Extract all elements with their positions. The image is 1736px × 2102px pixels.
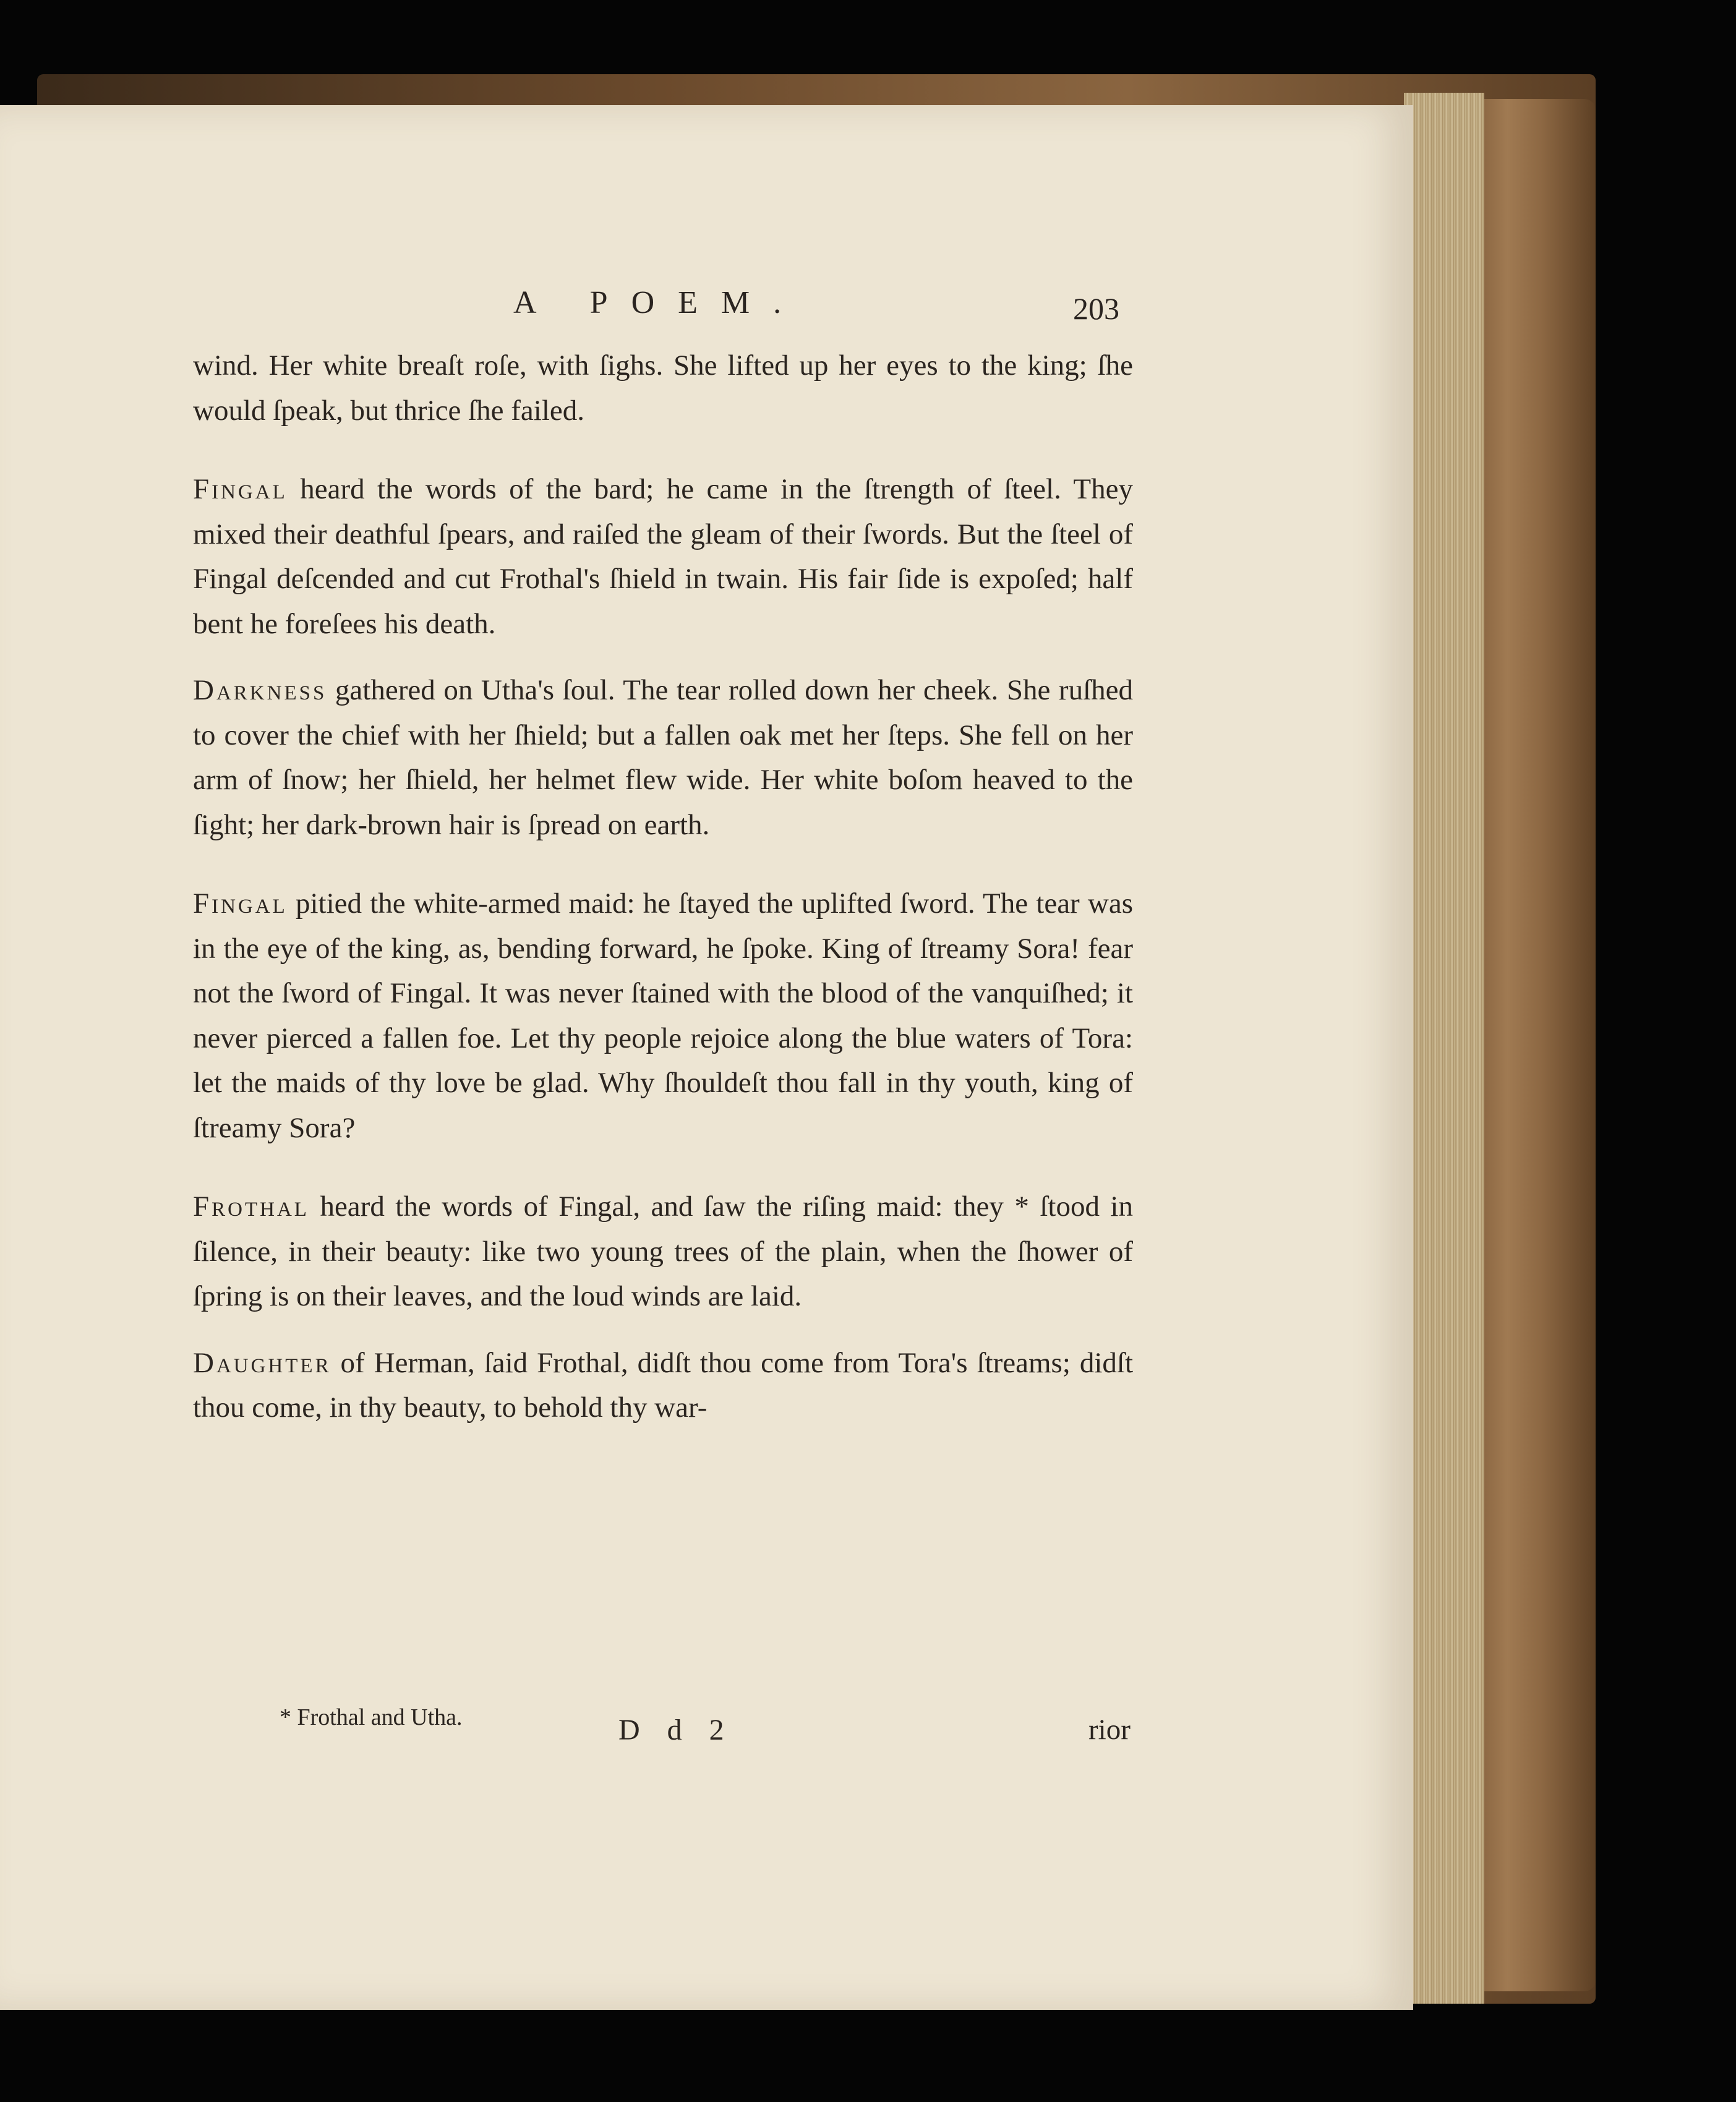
paragraph-1 <box>193 343 1133 433</box>
paragraph-5-text: heard the words of Fingal, and ſaw the riſing maid: they * ſtood in ſilence, in their beauty: like two young trees of the plain, when the ſhower of ſpring is on their leaves, and the loud winds are laid. <box>193 1190 1133 1312</box>
body-text <box>193 343 1133 1430</box>
paragraph-4-lead: Fingal <box>193 887 288 920</box>
running-head-title: A POEM. <box>513 285 805 320</box>
paragraph-5-lead: Frothal <box>193 1190 309 1223</box>
running-head <box>0 284 1413 334</box>
paragraph-2-lead: Fingal <box>193 473 288 505</box>
paragraph-3-text: gathered on Utha's ſoul. The tear rolled down her cheek. She ruſhed to cover the chief with her ſhield; but a fallen oak met her ſteps. She fell on her arm of ſnow; her ſhield, her helmet flew wide. Her white boſom heaved to the ſight; her dark-brown hair is ſpread on earth. <box>193 674 1133 841</box>
paragraph-6-text: of Herman, ſaid Frothal, didſt thou come from Tora's ſtreams; didſt thou come, in thy beauty, to behold thy war- <box>193 1346 1133 1424</box>
paragraph-6 <box>193 1341 1133 1430</box>
catchword: rior <box>1088 1714 1131 1746</box>
page-number: 203 <box>1073 291 1119 326</box>
paragraph-6-lead: Daughter <box>193 1346 331 1379</box>
paragraph-5 <box>193 1184 1133 1319</box>
paragraph-2 <box>193 467 1133 646</box>
paragraph-4-text: pitied the white-armed maid: he ſtayed the uplifted ſword. The tear was in the eye of the king, as, bending forward, he ſpoke. King of ſtreamy Sora! fear not the ſword of Fingal. It was never ſtained with the blood of the vanquiſhed; it never pierced a fallen foe. Let thy people rejoice along the blue waters of Tora: let the maids of thy love be glad. Why ſhouldeſt thou fall in thy youth, king of ſtreamy Sora? <box>193 887 1133 1144</box>
signature-mark: D d 2 <box>618 1714 734 1746</box>
paragraph-2-text: heard the words of the bard; he came in the ſtrength of ſteel. They mixed their deathful ſpears, and raiſed the gleam of their ſwords. But the ſteel of Fingal deſcended and cut Frothal's ſhield in twain. His fair ſide is expoſed; half bent he foreſees his death. <box>193 473 1133 640</box>
paragraph-3-lead: Darkness <box>193 674 327 706</box>
footnote: * Frothal and Utha. <box>280 1704 463 1730</box>
paragraph-3 <box>193 668 1133 847</box>
paragraph-1-text: wind. Her white breaſt roſe, with ſighs. She lifted up her eyes to the king; ſhe would ſpeak, but thrice ſhe failed. <box>193 349 1133 427</box>
paragraph-4 <box>193 881 1133 1150</box>
page-block-edge <box>1404 93 1484 2004</box>
